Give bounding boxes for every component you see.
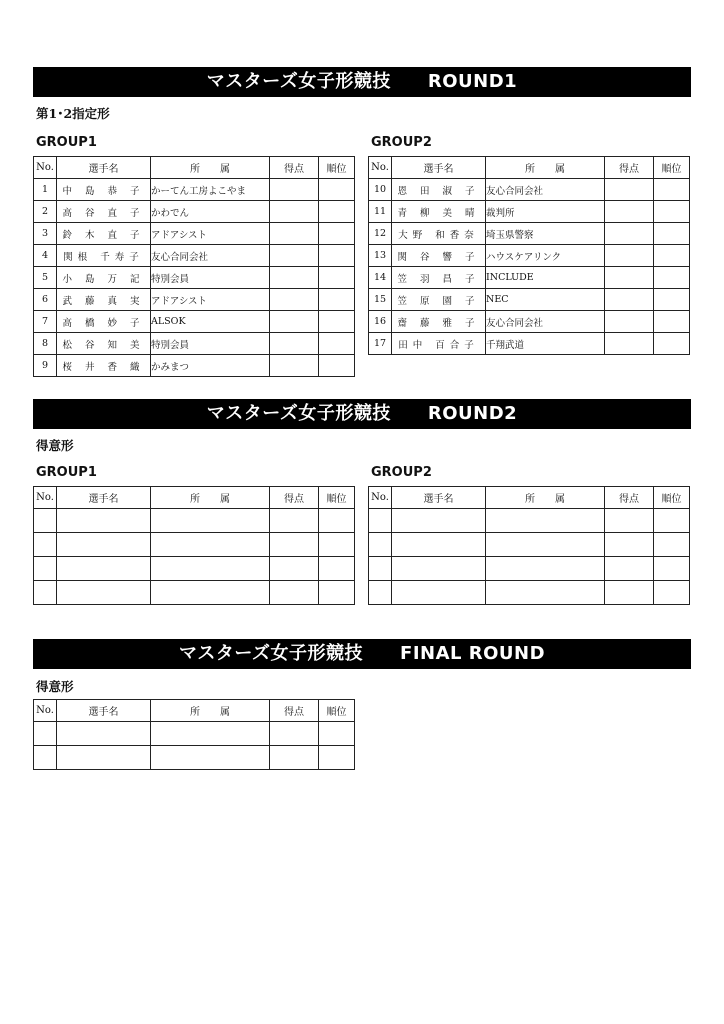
cell-rank[interactable] [654,581,690,605]
cell-affiliation[interactable] [151,557,270,581]
header-no: No. [34,487,57,509]
cell-no[interactable] [369,509,392,533]
cell-affiliation[interactable] [151,509,270,533]
table-row [369,289,690,311]
header-affiliation: 所 属 [151,157,270,179]
round2-group1-table [33,486,355,605]
cell-no: 2 [34,201,57,223]
header-rank: 順位 [654,487,690,509]
cell-affiliation: かーてん工房よこやま [151,179,270,201]
cell-no: 8 [34,333,57,355]
table-row [34,179,355,201]
cell-rank[interactable] [319,581,355,605]
cell-no[interactable] [34,722,57,746]
cell-no[interactable] [34,533,57,557]
cell-score[interactable] [605,179,654,201]
cell-score[interactable] [605,311,654,333]
table-row [369,245,690,267]
header-row [369,157,690,179]
round1-group1-table [33,156,355,377]
cell-score[interactable] [270,557,319,581]
cell-rank[interactable] [654,333,690,355]
cell-no: 5 [34,267,57,289]
header-affiliation: 所 属 [486,157,605,179]
round2-group2-label: GROUP2 [371,465,432,480]
cell-affiliation[interactable] [486,557,605,581]
cell-score[interactable] [605,223,654,245]
cell-rank[interactable] [319,746,355,770]
cell-name: 関 谷 響 子 [392,245,486,267]
header-rank: 順位 [319,157,355,179]
cell-name: 齋 藤 雅 子 [392,311,486,333]
cell-no: 12 [369,223,392,245]
cell-no[interactable] [369,557,392,581]
cell-no: 16 [369,311,392,333]
cell-score[interactable] [270,223,319,245]
header-row [34,157,355,179]
cell-no[interactable] [369,533,392,557]
cell-score[interactable] [270,267,319,289]
header-no: No. [34,700,57,722]
cell-rank[interactable] [654,509,690,533]
cell-affiliation: ALSOK [151,311,270,333]
round1-subtitle: 第1･2指定形 [36,106,110,121]
cell-score[interactable] [270,311,319,333]
cell-no: 3 [34,223,57,245]
cell-no[interactable] [369,581,392,605]
header-rank: 順位 [654,157,690,179]
cell-score[interactable] [270,581,319,605]
header-score: 得点 [270,157,319,179]
cell-name: 中 島 恭 子 [57,179,151,201]
cell-rank[interactable] [319,533,355,557]
round1-group1-label: GROUP1 [36,135,97,150]
cell-no[interactable] [34,581,57,605]
cell-no: 1 [34,179,57,201]
final-table [33,699,355,770]
table-row [34,581,355,605]
cell-name: 関根 千寿子 [57,245,151,267]
round2-group2-table [368,486,690,605]
table-row [34,722,355,746]
cell-rank[interactable] [319,289,355,311]
cell-score[interactable] [605,557,654,581]
cell-no: 17 [369,333,392,355]
table-row [369,333,690,355]
cell-name: 高 谷 直 子 [57,201,151,223]
cell-score[interactable] [605,201,654,223]
cell-name: 笠 羽 昌 子 [392,267,486,289]
cell-score[interactable] [270,355,319,377]
cell-no: 10 [369,179,392,201]
cell-score[interactable] [270,289,319,311]
cell-name: 鈴 木 直 子 [57,223,151,245]
cell-affiliation[interactable] [151,581,270,605]
cell-name: 桜 井 香 織 [57,355,151,377]
table-row [34,746,355,770]
cell-name[interactable] [392,509,486,533]
header-name: 選手名 [57,487,151,509]
cell-affiliation: かわでん [151,201,270,223]
final-banner: マスターズ女子形競技 FINAL ROUND [33,639,691,669]
cell-rank[interactable] [654,289,690,311]
cell-affiliation: かみまつ [151,355,270,377]
cell-score[interactable] [605,533,654,557]
cell-affiliation: ハウスケアリンク [486,245,605,267]
cell-affiliation: 友心合同会社 [486,179,605,201]
cell-score[interactable] [605,509,654,533]
header-name: 選手名 [57,700,151,722]
cell-affiliation[interactable] [486,581,605,605]
cell-score[interactable] [605,245,654,267]
cell-affiliation: 埼玉県警察 [486,223,605,245]
header-score: 得点 [270,487,319,509]
cell-no: 4 [34,245,57,267]
cell-name[interactable] [57,533,151,557]
cell-affiliation: 友心合同会社 [151,245,270,267]
header-score: 得点 [605,157,654,179]
header-row [34,700,355,722]
table-row [369,179,690,201]
cell-name: 青 柳 美 晴 [392,201,486,223]
cell-score[interactable] [270,722,319,746]
table-row [34,533,355,557]
cell-affiliation[interactable] [151,722,270,746]
cell-rank[interactable] [654,223,690,245]
cell-no: 11 [369,201,392,223]
cell-affiliation[interactable] [151,746,270,770]
cell-rank[interactable] [319,333,355,355]
cell-rank[interactable] [319,722,355,746]
cell-affiliation: 友心合同会社 [486,311,605,333]
cell-no: 14 [369,267,392,289]
cell-no: 13 [369,245,392,267]
table-row [369,223,690,245]
cell-rank[interactable] [319,311,355,333]
cell-name: 恩 田 淑 子 [392,179,486,201]
round1-banner: マスターズ女子形競技 ROUND1 [33,67,691,97]
cell-rank[interactable] [319,267,355,289]
header-rank: 順位 [319,487,355,509]
cell-name[interactable] [392,557,486,581]
cell-no: 6 [34,289,57,311]
cell-affiliation: 裁判所 [486,201,605,223]
cell-affiliation[interactable] [151,533,270,557]
cell-affiliation: アドアシスト [151,289,270,311]
cell-name[interactable] [392,581,486,605]
cell-name: 笠 原 園 子 [392,289,486,311]
header-affiliation: 所 属 [151,487,270,509]
cell-no: 7 [34,311,57,333]
round1-group2-table [368,156,690,355]
cell-score[interactable] [270,179,319,201]
header-no: No. [369,157,392,179]
cell-name[interactable] [57,746,151,770]
cell-score[interactable] [270,333,319,355]
table-row [34,557,355,581]
cell-rank[interactable] [319,509,355,533]
cell-no[interactable] [34,509,57,533]
cell-score[interactable] [270,245,319,267]
table-row [34,311,355,333]
cell-rank[interactable] [654,557,690,581]
cell-score[interactable] [270,533,319,557]
header-affiliation: 所 属 [486,487,605,509]
cell-name: 高 橋 妙 子 [57,311,151,333]
cell-name: 小 島 万 記 [57,267,151,289]
table-row [34,509,355,533]
cell-name: 松 谷 知 美 [57,333,151,355]
cell-name[interactable] [57,581,151,605]
cell-affiliation[interactable] [486,533,605,557]
cell-rank[interactable] [319,179,355,201]
table-row [34,267,355,289]
header-score: 得点 [605,487,654,509]
cell-rank[interactable] [319,223,355,245]
cell-affiliation[interactable] [486,509,605,533]
cell-name: 武 藤 真 実 [57,289,151,311]
cell-affiliation: アドアシスト [151,223,270,245]
table-row [369,509,690,533]
cell-name[interactable] [57,722,151,746]
cell-no[interactable] [34,746,57,770]
cell-name: 田中 百合子 [392,333,486,355]
cell-rank[interactable] [654,201,690,223]
header-affiliation: 所 属 [151,700,270,722]
cell-score[interactable] [605,581,654,605]
table-row [34,355,355,377]
table-row [369,201,690,223]
cell-no: 15 [369,289,392,311]
final-subtitle: 得意形 [36,679,74,694]
header-score: 得点 [270,700,319,722]
header-row [369,487,690,509]
cell-score[interactable] [605,267,654,289]
header-no: No. [34,157,57,179]
cell-affiliation: NEC [486,289,605,311]
cell-score[interactable] [270,201,319,223]
cell-rank[interactable] [654,179,690,201]
cell-name[interactable] [392,533,486,557]
round2-group1-label: GROUP1 [36,465,97,480]
table-row [369,557,690,581]
header-name: 選手名 [392,157,486,179]
table-row [369,267,690,289]
table-row [369,311,690,333]
cell-score[interactable] [270,746,319,770]
table-row [34,289,355,311]
cell-score[interactable] [605,289,654,311]
header-name: 選手名 [57,157,151,179]
cell-score[interactable] [270,509,319,533]
header-row [34,487,355,509]
cell-rank[interactable] [319,355,355,377]
cell-no: 9 [34,355,57,377]
cell-affiliation: 千翔武道 [486,333,605,355]
cell-name[interactable] [57,509,151,533]
cell-affiliation: 特別会員 [151,333,270,355]
table-row [34,333,355,355]
cell-rank[interactable] [654,267,690,289]
cell-rank[interactable] [319,557,355,581]
round2-subtitle: 得意形 [36,438,74,453]
header-name: 選手名 [392,487,486,509]
cell-rank[interactable] [654,311,690,333]
header-no: No. [369,487,392,509]
cell-rank[interactable] [654,245,690,267]
round2-banner: マスターズ女子形競技 ROUND2 [33,399,691,429]
table-row [34,201,355,223]
cell-score[interactable] [605,333,654,355]
cell-no[interactable] [34,557,57,581]
table-row [34,245,355,267]
table-row [34,223,355,245]
cell-affiliation: INCLUDE [486,267,605,289]
cell-rank[interactable] [319,201,355,223]
cell-affiliation: 特別会員 [151,267,270,289]
cell-rank[interactable] [654,533,690,557]
table-row [369,581,690,605]
round1-group2-label: GROUP2 [371,135,432,150]
header-rank: 順位 [319,700,355,722]
cell-name: 大野 和香奈 [392,223,486,245]
cell-name[interactable] [57,557,151,581]
table-row [369,533,690,557]
cell-rank[interactable] [319,245,355,267]
